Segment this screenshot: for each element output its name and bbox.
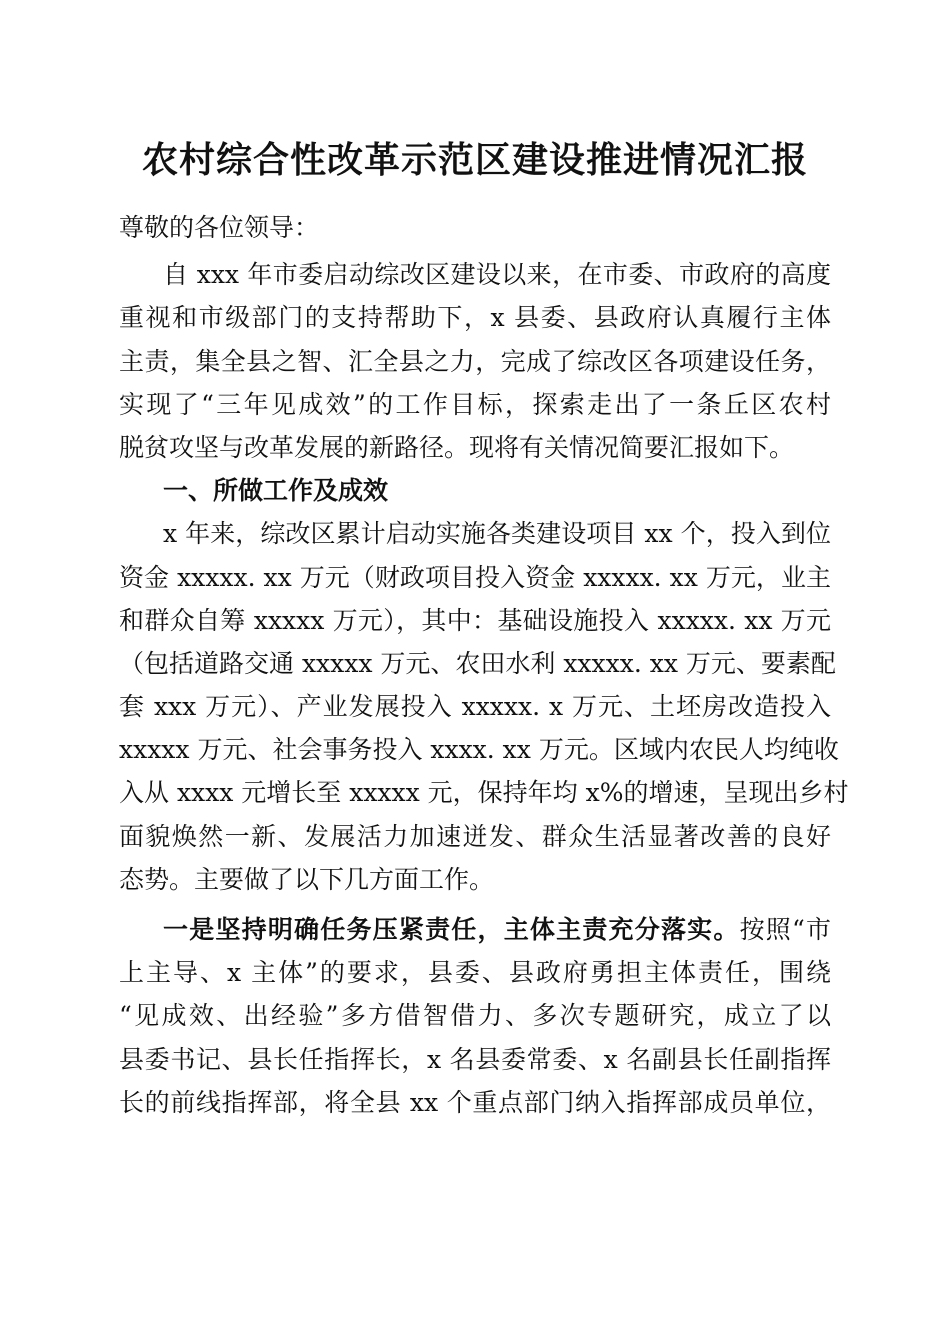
- section1-paragraph: [119, 512, 849, 901]
- salutation: 尊敬的各位领导：: [119, 213, 320, 242]
- paragraph-line: 套 xxx 万元）、产业发展投入 xxxxx. x 万元、土坯房改造投入: [119, 692, 831, 722]
- point1-paragraph: [119, 908, 831, 1124]
- intro-paragraph: [119, 253, 831, 469]
- paragraph-line: [119, 908, 831, 951]
- paragraph-line: 面貌焕然一新、发展活力加速迸发、群众生活显著改善的良好: [119, 821, 831, 851]
- paragraph-line: 重视和市级部门的支持帮助下，x 县委、县政府认真履行主体: [119, 303, 831, 333]
- paragraph-line: 资金 xxxxx. xx 万元（财政项目投入资金 xxxxx. xx 万元，业主: [119, 562, 831, 592]
- paragraph-line: 县委书记、县长任指挥长，x 名县委常委、x 名副县长任副指挥: [119, 1044, 831, 1074]
- point-lead: 一是坚持明确任务压紧责任，主体主责充分落实。: [163, 915, 740, 944]
- paragraph-line: （包括道路交通 xxxxx 万元、农田水利 xxxxx. xx 万元、要素配: [119, 648, 836, 678]
- paragraph-line: 实现了“三年见成效”的工作目标，探索走出了一条丘区农村: [119, 389, 831, 419]
- document-body: [119, 206, 849, 1124]
- document-title: 农村综合性改革示范区建设推进情况汇报: [141, 139, 808, 181]
- paragraph-line: 入从 xxxx 元增长至 xxxxx 元，保持年均 x%的增速，呈现出乡村: [119, 778, 849, 808]
- paragraph-line: 和群众自筹 xxxxx 万元），其中：基础设施投入 xxxxx. xx 万元: [119, 605, 831, 635]
- section-heading: 一、所做工作及成效: [163, 476, 389, 506]
- paragraph-line: 态势。主要做了以下几方面工作。: [119, 864, 495, 894]
- paragraph-line: xxxxx 万元、社会事务投入 xxxx. xx 万元。区域内农民人均纯收: [119, 735, 839, 765]
- paragraph-line: 上主导、x 主体”的要求，县委、县政府勇担主体责任，围绕: [119, 958, 831, 988]
- paragraph-line: 长的前线指挥部，将全县 xx 个重点部门纳入指挥部成员单位，: [119, 1087, 831, 1117]
- paragraph-line: 主责，集全县之智、汇全县之力，完成了综改区各项建设任务，: [119, 346, 831, 376]
- paragraph-line: “见成效、出经验”多方借智借力、多次专题研究，成立了以: [119, 1001, 831, 1031]
- paragraph-line: 自 xxx 年市委启动综改区建设以来，在市委、市政府的高度: [163, 260, 831, 290]
- paragraph-line: x 年来，综改区累计启动实施各类建设项目 xx 个，投入到位: [163, 519, 831, 549]
- point-lead-rest: 按照“市: [739, 915, 831, 944]
- paragraph-line: 脱贫攻坚与改革发展的新路径。现将有关情况简要汇报如下。: [119, 432, 795, 462]
